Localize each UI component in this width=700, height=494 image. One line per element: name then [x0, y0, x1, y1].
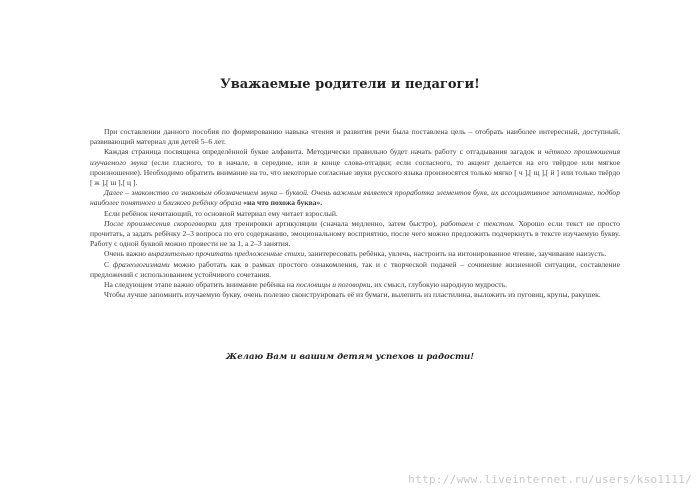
- watermark-url: http://www.liveinternet.ru/users/kso1111/: [408, 473, 692, 486]
- paragraph-proverbs: На следующем этапе важно обратить внимание ребёнка на пословицы и поговорки, их смысл, глубокую народную мудрость.: [104, 280, 507, 290]
- paragraph-goal: При составлении данного пособия по формированию навыка чтения и развития речи была поставлена цель – отобрать наиболее интересный, доступный, развивающий материал для детей 5–6 лет.: [90, 127, 620, 147]
- paragraph-tongue-twister: После произнесения скороговорки для тренировки артикуляции (сначала медленно, затем быстро), работаем с текстом. Хорошо если текст не просто прочитать, а задать ребёнку 2–3 вопроса по его содержанию, эмоциональному восприятию, после чего можно предложить подчеркнуть в тексте изучаемую букву. Работу с одной буквой можно провести не за 1, а 2–3 занятия.: [90, 218, 620, 249]
- closing-wish: Желаю Вам и вашим детям успехов и радости!: [225, 352, 475, 362]
- paragraph-poems: Очень важно выразительно прочитать предложенные стихи, заинтересовать ребёнка, увлечь, настроить на интонированное чтение, заучивание наизусть.: [104, 249, 607, 259]
- paragraph-idioms: С фразеологизмами можно работать как в рамках простого ознакомления, так и с творческой подачей – сочинение жизненной ситуации, составление предложений с использованием устойчивого сочетания.: [90, 259, 620, 279]
- emphasis-sound: чёткого произношения изучаемого звука: [90, 147, 620, 167]
- paragraph-nonreader: Если ребёнок нечитающий, то основной материал ему читает взрослый.: [104, 208, 338, 218]
- paragraph-letters: Каждая страница посвящена определённой букве алфавита. Методически правильно будет начать работу с отгадывания загадок и чёткого произношения изучаемого звука (если гласного, то в начале, в середине, или в конце слова-отгадки; если согласного, то акцент делается на его твёрдое или мягкое произношение). Необходимо обратить внимание на то, что некоторые согласные звуки русского языка произносятся только мягко [ ч ],[ щ ],[ й ] или только твёрдо [ ж ],[ ш ],[ ц ].: [90, 147, 620, 188]
- page-title: Уважаемые родители и педагоги!: [220, 77, 480, 92]
- emphasis-letter-shape: «на что похожа буква».: [243, 198, 323, 208]
- paragraph-sign: Далее – знакомство со знаковым обозначением звука – буквой. Очень важным является проработка элементов букв, их ассоциативное запоминание, подбор наиболее понятного и близкого ребёнку образа «на что похожа буква».: [90, 188, 620, 208]
- body-text: [90, 127, 620, 300]
- paragraph-construct: Чтобы лучше запомнить изучаемую букву, очень полезно сконструировать её из бумаги, вылепить из пластилина, выложить из пуговиц, крупы, ракушек.: [104, 290, 601, 300]
